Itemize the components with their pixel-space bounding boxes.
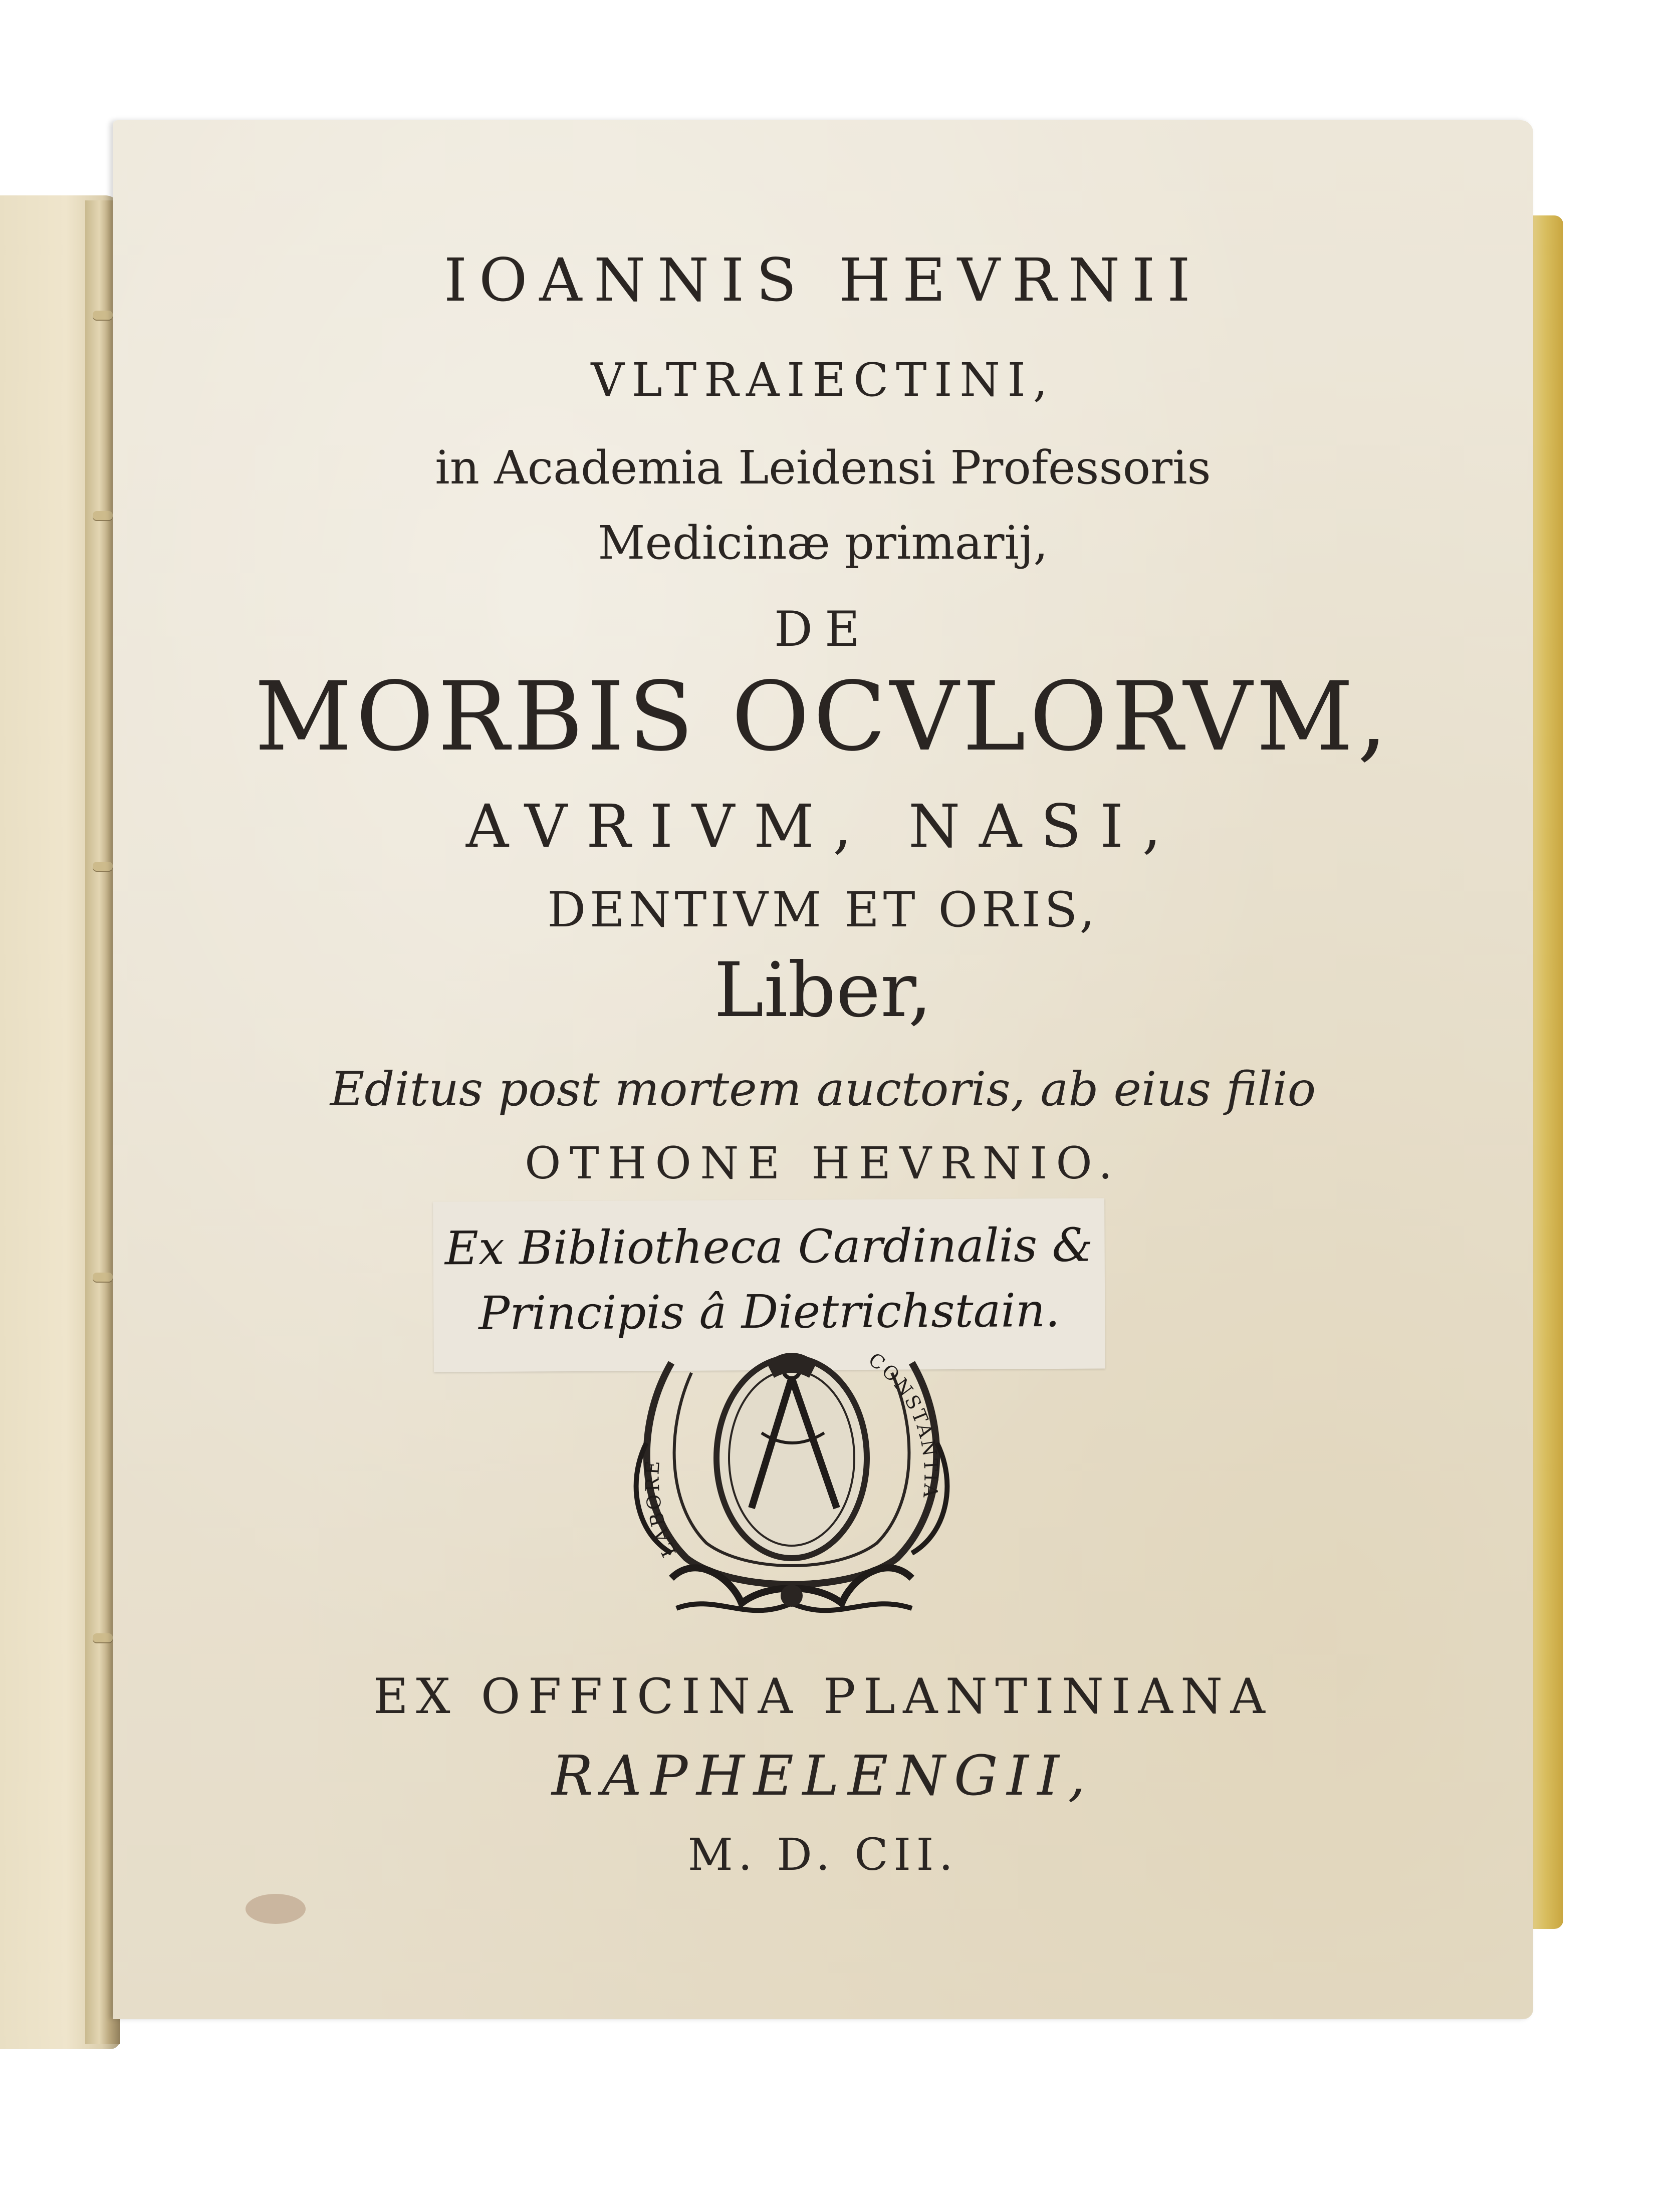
author-origin: VLTRAIECTINI,	[591, 353, 1055, 407]
title-preposition: DE	[774, 601, 872, 657]
author-name: IOANNIS HEVRNII	[443, 246, 1203, 315]
book-fore-edge	[1528, 215, 1563, 1929]
svg-text:CONSTANTIA	[864, 1348, 942, 1501]
author-position-line-2: Medicinæ primarij,	[598, 516, 1048, 570]
author-position-line-1: in Academia Leidensi Professoris	[435, 441, 1211, 495]
ownership-label-line-2: Principis â Dietrichstain.	[478, 1283, 1060, 1341]
device-motto-left: LABORE	[641, 1458, 680, 1561]
binding-stitch	[93, 1633, 113, 1642]
printer-device-emblem	[616, 1343, 967, 1623]
title-page	[113, 120, 1533, 2019]
subtitle-line-2: DENTIVM ET ORIS,	[547, 882, 1099, 938]
edition-note: Editus post mortem auctoris, ab eius filio	[330, 1062, 1316, 1117]
main-title: MORBIS OCVLORVM,	[255, 661, 1391, 772]
publication-year: M. D. CII.	[687, 1829, 958, 1880]
binding-stitch	[93, 1273, 113, 1282]
binding-stitch	[93, 311, 113, 320]
printer-line: EX OFFICINA PLANTINIANA	[373, 1668, 1273, 1725]
paper-stain	[246, 1894, 306, 1924]
subtitle-line-1: AVRIVM, NASI,	[465, 792, 1180, 861]
binding-stitch	[93, 511, 113, 520]
printer-name: RAPHELENGII,	[551, 1744, 1095, 1808]
ownership-label-line-1: Ex Bibliotheca Cardinalis &	[444, 1218, 1093, 1276]
liber-line: Liber,	[713, 947, 932, 1034]
binding-stitch	[93, 862, 113, 871]
editor-name: OTHONE HEVRNIO.	[525, 1137, 1121, 1189]
device-motto-right: CONSTANTIA	[864, 1348, 942, 1501]
